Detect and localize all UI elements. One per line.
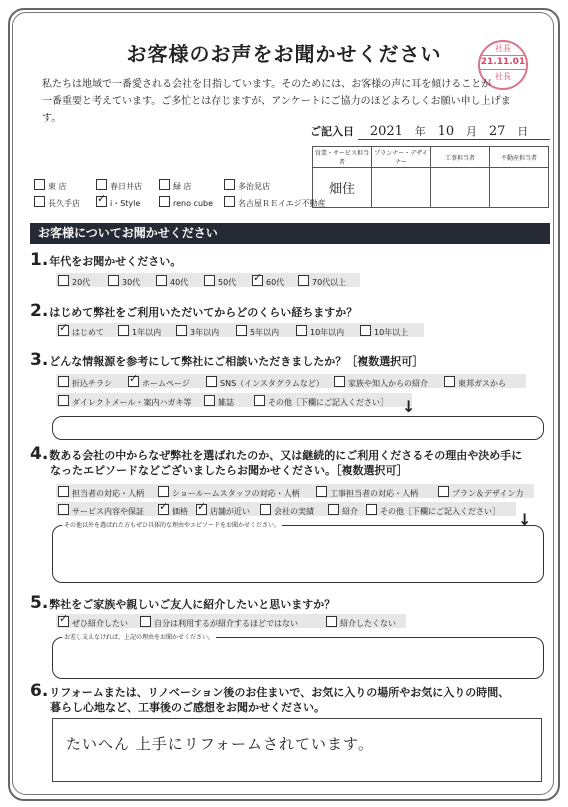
checkbox[interactable] <box>58 395 69 406</box>
option-label: 20代 <box>72 278 91 287</box>
option-label: その他［下欄にご記入ください］ <box>268 398 388 407</box>
checkbox[interactable] <box>58 616 69 627</box>
checkbox[interactable] <box>204 275 215 286</box>
q4-option[interactable] <box>196 504 250 517</box>
q2-option[interactable] <box>58 325 104 338</box>
store-label: 名古屋ＲＥイエジ不動産 <box>238 199 326 208</box>
option-label: 自分は利用するが紹介するほどではない <box>154 619 298 628</box>
option-label: 店舗が近い <box>210 507 250 516</box>
question-4-cont: なったエピソードなどございましたらお聞かせください。［複数選択可］ <box>50 464 408 477</box>
intro-line-2: 一番重要と考えています。ご多忙とは存じますが、アンケートにご協力のほどよろしくお願い申し上げます。 <box>42 96 511 124</box>
store-option[interactable] <box>159 196 213 208</box>
q1-option[interactable] <box>204 275 236 288</box>
question-text: 数ある会社の中からなぜ弊社を選ばれたのか、又は継続的にご利用くださるその理由や決め手に <box>49 449 523 462</box>
staff-header-construction: 工事担当者 <box>431 147 490 168</box>
q4-option[interactable] <box>328 504 358 517</box>
checkbox[interactable] <box>96 196 107 207</box>
question-number: 5. <box>30 593 49 613</box>
option-label: 10年以上 <box>374 328 409 337</box>
arrow-down-icon: ↓ <box>518 510 532 529</box>
checkbox[interactable] <box>326 616 337 627</box>
q2-option[interactable] <box>236 325 279 338</box>
option-label: SNS（インスタグラムなど） <box>220 379 324 388</box>
question-number: 6. <box>30 681 49 701</box>
option-label: 家族や知人からの紹介 <box>348 379 428 388</box>
question-text: 弊社をご家族や親しいご友人に紹介したいと思いますか？ <box>49 598 336 611</box>
checkbox[interactable] <box>334 376 345 387</box>
option-label: ダイレクトメール・案内ハガキ等 <box>72 398 192 407</box>
staff-header-planner: プランナー・デザイナー <box>372 147 431 168</box>
q5-option[interactable] <box>58 616 128 629</box>
staff-header-realestate: 不動産担当者 <box>490 147 549 168</box>
option-label: 60代 <box>266 278 285 287</box>
store-option[interactable] <box>34 196 80 209</box>
q3-option[interactable] <box>334 376 428 389</box>
checkbox[interactable] <box>360 325 371 336</box>
checkbox[interactable] <box>118 325 129 336</box>
date-month: 10 <box>437 124 455 139</box>
question-number: 3. <box>30 350 49 370</box>
option-label: 40代 <box>170 278 189 287</box>
q4-option[interactable] <box>316 486 418 499</box>
staff-table <box>312 146 549 208</box>
checkbox[interactable] <box>34 196 45 207</box>
store-label: 緑 店 <box>173 182 192 191</box>
checkbox[interactable] <box>366 504 377 515</box>
intro-text <box>42 76 522 127</box>
checkbox[interactable] <box>156 275 167 286</box>
option-label: 会社の実績 <box>274 507 314 516</box>
checkbox[interactable] <box>176 325 187 336</box>
question-6-cont: 暮らし心地など、工事後のご感想をお聞かせください。 <box>50 701 325 714</box>
checkbox[interactable] <box>159 196 170 207</box>
date-label: ご記入日 <box>310 125 354 138</box>
question-4 <box>30 444 522 464</box>
checkbox[interactable] <box>58 325 69 336</box>
intro-line-1: 私たちは地域で一番愛される会社を目指しています。そのためには、お客様の声に耳を傾けることが <box>42 79 492 90</box>
store-label: 東 店 <box>48 182 67 191</box>
option-label: 3年以内 <box>190 328 220 337</box>
date-year: 2021 <box>369 124 403 139</box>
option-label: プラン＆デザイン力 <box>452 489 524 498</box>
option-label: 工事担当者の対応・人柄 <box>330 489 418 498</box>
question-number: 2. <box>30 301 49 321</box>
q4-answer-box[interactable] <box>52 525 544 583</box>
store-label: 長久手店 <box>48 199 80 208</box>
staff-header-sales: 営業・サービス担当者 <box>313 147 372 168</box>
store-label: reno cube <box>173 199 214 208</box>
q5-answer-box[interactable] <box>52 637 544 679</box>
q3-option[interactable] <box>206 376 324 389</box>
question-text: 年代をお聞かせください。 <box>49 255 182 268</box>
q1-option[interactable] <box>252 275 284 288</box>
q2-option[interactable] <box>296 325 344 338</box>
q1-option[interactable] <box>156 275 188 288</box>
checkbox[interactable] <box>444 376 455 387</box>
option-label: その他［下欄にご記入ください］ <box>380 507 500 516</box>
option-label: 10年以内 <box>310 328 345 337</box>
store-option[interactable] <box>159 179 192 192</box>
option-label: 雑誌 <box>218 398 234 407</box>
q4-option[interactable] <box>58 504 144 517</box>
option-label: 紹介したくない <box>340 619 396 628</box>
option-label: 紹介 <box>342 507 358 516</box>
q4-option[interactable] <box>158 504 188 517</box>
q1-option[interactable] <box>298 275 346 288</box>
checkbox[interactable] <box>252 275 263 286</box>
question-text: リフォームまたは、リノベーション後のお住まいで、お気に入りの場所やお気に入りの時間、 <box>49 686 510 699</box>
q4-hint: その他以外を選ばれた方もぜひ具体的な理由やエピソードをお聞かせください。 <box>64 522 281 529</box>
store-label: 多治見店 <box>238 182 270 191</box>
question-number: 4. <box>30 444 49 464</box>
stamp-bottom: 社長 <box>495 72 511 81</box>
checkbox[interactable] <box>158 486 169 497</box>
checkbox[interactable] <box>224 196 235 207</box>
checkbox[interactable] <box>159 179 170 190</box>
checkbox[interactable] <box>236 325 247 336</box>
option-label: 5年以内 <box>250 328 280 337</box>
option-label: 30代 <box>122 278 141 287</box>
arrow-down-icon: ↓ <box>402 397 416 416</box>
option-label: ホームページ <box>142 379 190 388</box>
store-option[interactable] <box>34 179 67 192</box>
checkbox[interactable] <box>206 376 217 387</box>
q2-option[interactable] <box>360 325 408 338</box>
staff-value-planner[interactable] <box>372 168 431 208</box>
question-1 <box>30 250 181 270</box>
q1-option[interactable] <box>108 275 140 288</box>
q4-option[interactable] <box>158 486 300 499</box>
q5-option[interactable] <box>326 616 396 629</box>
option-label: 価格 <box>172 507 188 516</box>
store-option[interactable] <box>224 179 270 192</box>
date-day-unit: 日 <box>517 125 529 138</box>
option-label: 折込チラシ <box>72 379 112 388</box>
option-label: ぜひ紹介したい <box>72 619 128 628</box>
q3-option[interactable] <box>58 395 191 408</box>
checkbox[interactable] <box>96 179 107 190</box>
checkbox[interactable] <box>58 275 69 286</box>
stamp-top: 社長 <box>495 44 511 53</box>
option-label: サービス内容や保証 <box>72 507 144 516</box>
store-option[interactable] <box>224 196 326 209</box>
checkbox[interactable] <box>58 504 69 515</box>
q6-answer-text: たいへん 上手にリフォームされています。 <box>66 735 374 753</box>
checkbox[interactable] <box>158 504 169 515</box>
option-label: 東邦ガスから <box>458 379 506 388</box>
checkbox[interactable] <box>58 376 69 387</box>
checkbox[interactable] <box>328 504 339 515</box>
page-title: お客様のお声をお聞かせください <box>126 42 442 66</box>
q3-answer-box[interactable] <box>52 416 544 440</box>
question-text: はじめて弊社をご利用いただいてからどのくらい経ちますか？ <box>49 306 358 319</box>
question-3 <box>30 350 423 370</box>
checkbox[interactable] <box>128 376 139 387</box>
option-label: ショールームスタッフの対応・人柄 <box>172 489 300 498</box>
staff-value-construction[interactable] <box>431 168 490 208</box>
checkbox[interactable] <box>298 275 309 286</box>
date-month-unit: 月 <box>466 125 478 138</box>
q1-option[interactable] <box>58 275 90 288</box>
store-option[interactable] <box>96 179 142 192</box>
option-label: 70代以上 <box>312 278 347 287</box>
checkbox[interactable] <box>260 504 271 515</box>
checkbox[interactable] <box>438 486 449 497</box>
q5-hint: お差し支えなければ、上記の理由をお聞かせください。 <box>64 634 215 641</box>
question-text: どんな情報源を参考にして弊社にご相談いただきましたか？［複数選択可］ <box>49 355 424 368</box>
question-number: 1. <box>30 250 49 270</box>
q3-option[interactable] <box>204 395 234 408</box>
option-label: 1年以内 <box>132 328 162 337</box>
section-header: お客様についてお聞かせください <box>30 223 550 244</box>
option-label: 担当者の対応・人柄 <box>72 489 144 498</box>
q4-option[interactable] <box>438 486 523 499</box>
q3-option[interactable] <box>254 395 388 408</box>
date-year-unit: 年 <box>414 125 426 138</box>
checkbox[interactable] <box>196 504 207 515</box>
q2-option[interactable] <box>176 325 219 338</box>
checkbox[interactable] <box>296 325 307 336</box>
q4-option[interactable] <box>58 486 144 499</box>
q5-option[interactable] <box>140 616 298 629</box>
q4-option[interactable] <box>260 504 314 517</box>
checkbox[interactable] <box>254 395 265 406</box>
q3-option[interactable] <box>444 376 506 389</box>
checkbox[interactable] <box>140 616 151 627</box>
checkbox[interactable] <box>204 395 215 406</box>
staff-value-realestate[interactable] <box>490 168 549 208</box>
date-field[interactable] <box>310 123 550 140</box>
store-label: 春日井店 <box>110 182 142 191</box>
question-6 <box>30 681 509 701</box>
question-5 <box>30 593 335 613</box>
q2-option[interactable] <box>118 325 161 338</box>
checkbox[interactable] <box>34 179 45 190</box>
date-day: 27 <box>488 124 506 139</box>
store-option[interactable] <box>96 196 140 209</box>
q3-option[interactable] <box>128 376 190 389</box>
checkbox[interactable] <box>58 486 69 497</box>
checkbox[interactable] <box>108 275 119 286</box>
staff-value-sales[interactable]: 畑住 <box>313 168 372 208</box>
store-label: i・Style <box>110 199 141 208</box>
stamp-date: 21.11.01 <box>480 55 526 70</box>
checkbox[interactable] <box>316 486 327 497</box>
q3-option[interactable] <box>58 376 112 389</box>
question-2 <box>30 301 357 321</box>
q4-option[interactable] <box>366 504 500 517</box>
option-label: はじめて <box>72 328 104 337</box>
option-label: 50代 <box>218 278 237 287</box>
checkbox[interactable] <box>224 179 235 190</box>
